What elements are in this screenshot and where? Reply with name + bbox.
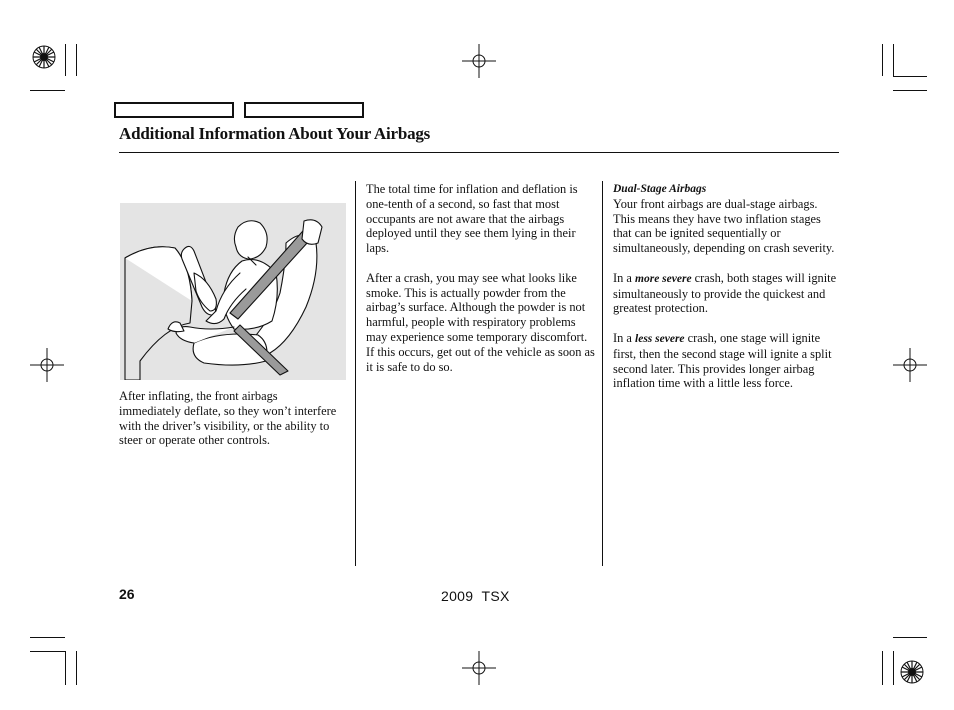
crosshair-registration-icon [462,44,496,78]
footer-model: 2009 TSX [441,588,510,604]
driver-airbag-illustration-icon [120,203,346,380]
starburst-target-icon [900,660,924,684]
left-column-caption [119,389,341,448]
column-divider [355,181,356,566]
right-paragraph-2 [613,271,839,316]
paragraph-3-rest: crash, one stage will ignite first, then the second stage will ignite a split second later. This provides longer airbag inflation time with a little less force. [613,330,832,391]
more-severe-emphasis: more severe [635,272,692,285]
paragraph-2-rest: crash, both stages will ignite simultaneously to provide the quickest and greatest protection. [613,270,837,316]
middle-column [366,182,596,374]
right-column [613,182,839,391]
right-paragraph-1: Your front airbags are dual-stage airbags. This means they have two inflation stages that can be ignited sequentially or simultaneously, depending on crash severity. [613,196,835,256]
dual-stage-heading: Dual-Stage Airbags [613,183,707,195]
page-title: Additional Information About Your Airbags [119,124,431,143]
header-tab-box-1 [114,102,234,118]
crosshair-registration-icon [462,651,496,685]
title-rule [119,152,839,153]
airbag-illustration [120,203,346,380]
page-number: 26 [119,586,135,602]
header-tab-box-2 [244,102,364,118]
middle-paragraph-1: The total time for inflation and deflation is one-tenth of a second, so fast that most occupants are not aware that the airbags deployed until they see them lying in their laps. [366,182,578,256]
paragraph-3-prefix: In a [613,330,636,345]
less-severe-emphasis: less severe [635,332,685,345]
crosshair-registration-icon [893,348,927,382]
starburst-target-icon [32,45,56,69]
middle-paragraph-2: After a crash, you may see what looks like smoke. This is actually powder from the airbag’s surface. Although the powder is not harmful, people with respiratory problems may experience some temporary discomfort. If this occurs, get out of the vehicle as soon as it is safe to do so. [366,270,595,374]
caption-paragraph: After inflating, the front airbags immediately deflate, so they won’t interfere with the driver’s visibility, or the ability to steer or operate other controls. [119,389,337,448]
crosshair-registration-icon [30,348,64,382]
paragraph-2-prefix: In a [613,270,636,285]
right-paragraph-3 [613,331,839,391]
column-divider [602,181,603,566]
